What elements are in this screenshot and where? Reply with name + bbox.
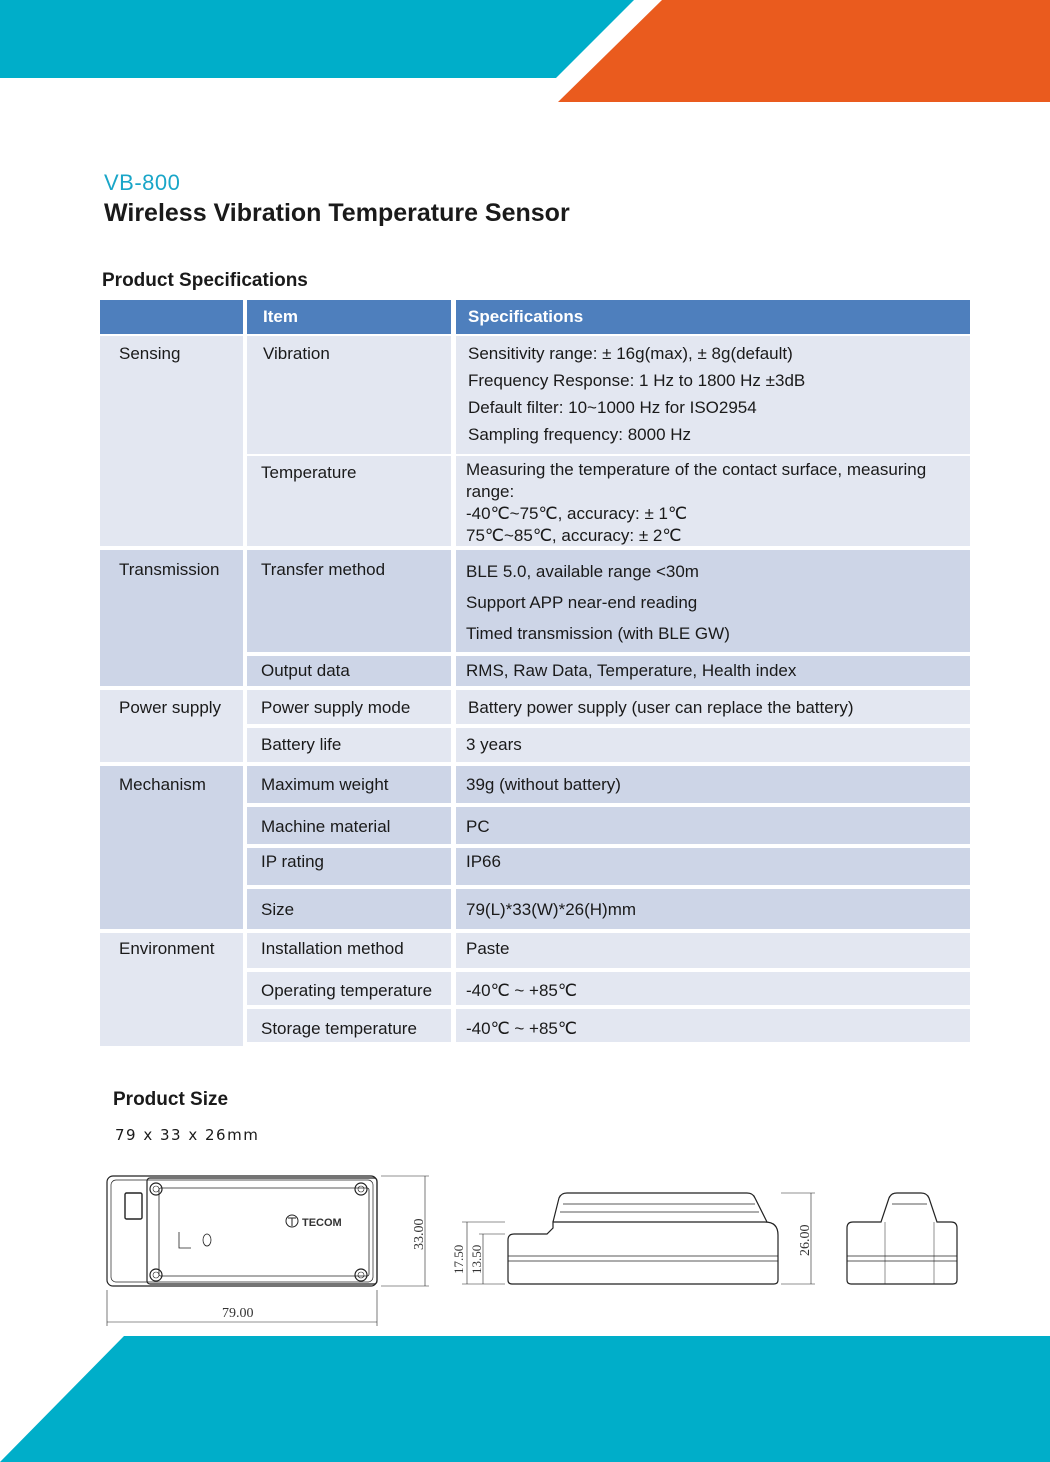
spec-cell: 79(L)*33(W)*26(H)mm	[456, 889, 970, 929]
spec-line: -40℃~75℃, accuracy: ± 1℃	[466, 504, 688, 523]
item-cell: Vibration	[247, 336, 451, 454]
table-row	[100, 336, 970, 454]
spec-cell: IP66	[456, 848, 970, 885]
category-cell: Environment	[100, 933, 243, 1046]
product-drawings	[95, 1160, 975, 1330]
header-category-cell	[100, 300, 243, 334]
top-banner	[0, 0, 1050, 105]
bottom-banner	[0, 1336, 1050, 1462]
spec-cell	[456, 550, 970, 652]
spec-cell: 3 years	[456, 728, 970, 762]
spec-line: Frequency Response: 1 Hz to 1800 Hz ±3dB	[468, 371, 806, 390]
category-cell: Sensing	[100, 336, 243, 546]
category-cell: Mechanism	[100, 766, 243, 929]
dim-width-label: 33.00	[412, 1218, 427, 1250]
item-cell: Temperature	[247, 456, 451, 546]
spec-cell: -40℃ ~ +85℃	[456, 972, 970, 1005]
spec-line: Default filter: 10~1000 Hz for ISO2954	[468, 398, 757, 417]
spec-cell: -40℃ ~ +85℃	[456, 1009, 970, 1042]
spec-line: Sampling frequency: 8000 Hz	[468, 425, 692, 444]
top-view-drawing	[107, 1176, 429, 1326]
spec-line: BLE 5.0, available range <30m	[466, 562, 699, 581]
spec-line: Measuring the temperature of the contact surface, measuring range:	[466, 460, 927, 501]
table-row	[100, 889, 970, 929]
table-row	[100, 728, 970, 762]
banner-orange-band	[558, 0, 1050, 102]
header-spec: Specifications	[456, 300, 970, 334]
table-row	[100, 972, 970, 1005]
item-cell: Storage temperature	[247, 1009, 451, 1042]
spec-line: Sensitivity range: ± 16g(max), ± 8g(default)	[468, 344, 793, 363]
spec-cell: RMS, Raw Data, Temperature, Health index	[456, 656, 970, 686]
table-row	[100, 807, 970, 844]
table-row	[100, 690, 970, 724]
model-number: VB-800	[104, 170, 181, 195]
product-title: Wireless Vibration Temperature Sensor	[104, 199, 570, 227]
spec-cell: Paste	[456, 933, 970, 968]
dim-length-label: 79.00	[222, 1306, 254, 1321]
spec-table	[100, 300, 970, 1042]
spec-cell	[456, 456, 970, 546]
item-cell: Machine material	[247, 807, 451, 844]
header-item: Item	[247, 300, 451, 334]
table-row	[100, 656, 970, 686]
banner-teal-bottom	[0, 1336, 1050, 1462]
table-row	[100, 550, 970, 652]
item-cell: Battery life	[247, 728, 451, 762]
dim-height-total-label: 26.00	[798, 1224, 813, 1256]
table-row	[100, 766, 970, 803]
table-row	[100, 1009, 970, 1042]
banner-teal-band	[0, 0, 634, 78]
item-cell: Maximum weight	[247, 766, 451, 803]
spec-line: Timed transmission (with BLE GW)	[466, 624, 730, 643]
table-row	[100, 848, 970, 885]
dim-height-b-label: 13.50	[469, 1244, 484, 1274]
item-cell: IP rating	[247, 848, 451, 885]
spec-cell: 39g (without battery)	[456, 766, 970, 803]
spec-cell	[456, 336, 970, 454]
spec-line: Support APP near-end reading	[466, 593, 698, 612]
end-view-drawing	[847, 1193, 957, 1284]
dim-height-a-label: 17.50	[451, 1244, 466, 1274]
item-cell: Size	[247, 889, 451, 929]
size-heading: Product Size	[113, 1089, 229, 1110]
item-cell: Output data	[247, 656, 451, 686]
item-cell: Transfer method	[247, 550, 451, 652]
category-cell: Power supply	[100, 690, 243, 762]
brand-mark: TECOM	[302, 1217, 342, 1229]
item-cell: Operating temperature	[247, 972, 451, 1005]
table-row	[100, 933, 970, 968]
item-cell: Installation method	[247, 933, 451, 968]
category-cell: Transmission	[100, 550, 243, 686]
table-header-row	[100, 300, 970, 334]
spec-cell: PC	[456, 807, 970, 844]
table-row	[100, 456, 970, 546]
spec-cell: Battery power supply (user can replace the battery)	[456, 690, 970, 724]
size-value: 79 x 33 x 26mm	[115, 1126, 260, 1144]
item-cell: Power supply mode	[247, 690, 451, 724]
spec-line: 75℃~85℃, accuracy: ± 2℃	[466, 526, 682, 545]
side-view-drawing	[451, 1193, 815, 1284]
specs-heading: Product Specifications	[102, 270, 308, 291]
